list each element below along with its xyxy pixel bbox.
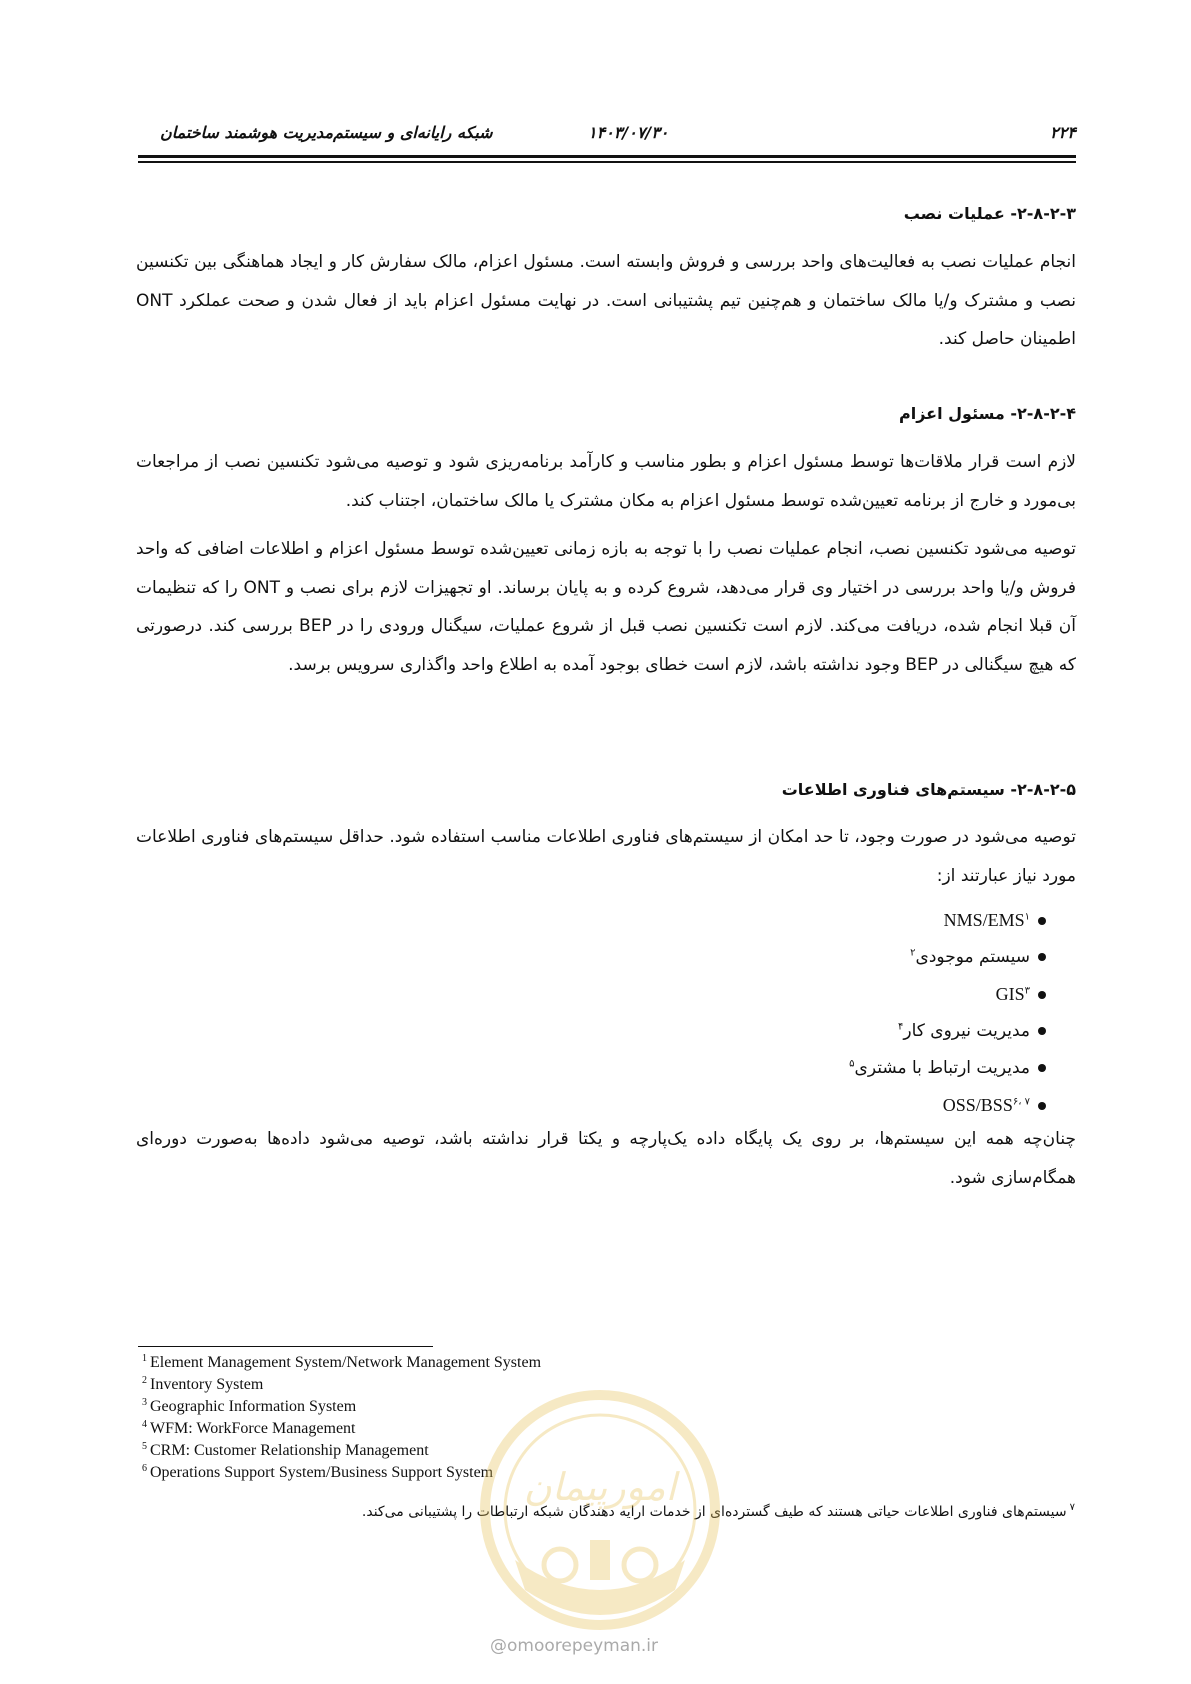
footnote-separator <box>138 1346 433 1347</box>
header-rule-thick <box>138 155 1076 158</box>
footnote: $^6$ Operations Support System/Business Support System <box>142 1462 494 1481</box>
header-title: شبکه رایانه‌ای و سیستم‌مدیریت هوشمند ساختمان <box>160 123 493 142</box>
paragraph-installation: انجام عملیات نصب به فعالیت‌های واحد بررسی و فروش وابسته است. مسئول اعزام، مالک سفارش کار و ایجاد هماهنگی بین تکنسین نصب و مشترک و/یا مالک ساختمان و هم‌چنین تیم پشتیبانی است. در نهایت مسئول اعزام باید از فعال شدن و صحت عملکرد ONT اطمینان حاصل کند. <box>136 252 1076 349</box>
bullet-icon <box>1038 991 1046 999</box>
it-systems-list <box>546 902 1046 1124</box>
bullet-icon <box>1038 1102 1046 1110</box>
section-heading-it-systems: ۲-۸-۲-۵- سیستم‌های فناوری اطلاعات <box>781 780 1076 799</box>
bullet-icon <box>1038 1027 1046 1035</box>
header-rule-thin <box>138 161 1076 163</box>
footnote: $^1$ Element Management System/Network Management System <box>142 1352 542 1371</box>
list-item: سیستم موجودی$^۲$ <box>546 939 1046 976</box>
section-heading-installation: ۲-۸-۲-۳- عملیات نصب <box>903 204 1076 223</box>
paragraph-dispatcher-2: توصیه می‌شود تکنسین نصب، انجام عملیات نصب را با توجه به بازه زمانی تعیین‌شده توسط مسئول اعزام و اطلاعات اضافی که واحد فروش و/یا واحد بررسی در اختیار وی قرار می‌دهد، شروع کرده و به پایان برساند. او تجهیزات لازم برای نصب و ONT را که تنظیمات آن قبلا انجام شده، دریافت می‌کند. لازم است تکنسین نصب قبل از شروع عملیات، سیگنال ورودی را در BEP بررسی کند. درصورتی که هیچ سیگنالی در BEP وجود نداشته باشد، لازم است خطای بوجود آمده به اطلاع واحد واگذاری سرویس برسد. <box>136 539 1077 675</box>
paragraph-dispatcher-1: لازم است قرار ملاقات‌ها توسط مسئول اعزام و بطور مناسب و کارآمد برنامه‌ریزی شود و توصیه می‌شود تکنسین نصب از مراجعات بی‌مورد و خارج از برنامه تعیین‌شده توسط مسئول اعزام به مکان مشترک یا مالک ساختمان، اجتناب کند. <box>136 452 1076 511</box>
header-date: ۱۴۰۳/۰۷/۳۰ <box>588 123 669 142</box>
footnotes <box>142 1352 1042 1484</box>
watermark-site: @omoorepeyman.ir <box>490 1636 659 1656</box>
footnote: $^5$ CRM: Customer Relationship Management <box>142 1440 429 1459</box>
watermark-logo-text: امورپیمان <box>523 1465 677 1509</box>
footnote: $^4$ WFM: WorkForce Management <box>142 1418 356 1437</box>
bullet-icon <box>1038 917 1046 925</box>
bullet-icon <box>1038 953 1046 961</box>
list-item: مدیریت ارتباط با مشتری$^۵$ <box>546 1050 1046 1087</box>
footnote-persian: $^۷$سیستم‌های فناوری اطلاعات حیاتی هستند که طیف گسترده‌ای از خدمات ارایه دهندگان شبکه ارتباطات را پشتیبانی می‌کند. <box>361 1502 1075 1520</box>
footnote: $^3$ Geographic Information System <box>142 1396 357 1415</box>
paragraph-it-systems: توصیه می‌شود در صورت وجود، تا حد امکان از سیستم‌های فناوری اطلاعات مناسب استفاده شود. حداقل سیستم‌های فناوری اطلاعات مورد نیاز عبارتند از: <box>136 827 1076 886</box>
list-item: NMS/EMS$^۱$ <box>546 902 1046 939</box>
section-heading-dispatcher: ۲-۸-۲-۴- مسئول اعزام <box>899 404 1076 423</box>
page-number: ۲۲۴ <box>1050 123 1076 142</box>
list-item: GIS$^۳$ <box>546 976 1046 1013</box>
bullet-icon <box>1038 1064 1046 1072</box>
paragraph-sync: چنان‌چه همه این سیستم‌ها، بر روی یک پایگاه داده یک‌پارچه و یکتا قرار نداشته باشد، توصیه می‌شود داده‌ها به‌صورت دوره‌ای همگام‌سازی شود. <box>136 1129 1076 1188</box>
footnote: $^2$ Inventory System <box>142 1374 264 1393</box>
list-item: مدیریت نیروی کار$^۴$ <box>546 1013 1046 1050</box>
list-item: OSS/BSS$^{۶، ۷}$ <box>546 1087 1046 1124</box>
